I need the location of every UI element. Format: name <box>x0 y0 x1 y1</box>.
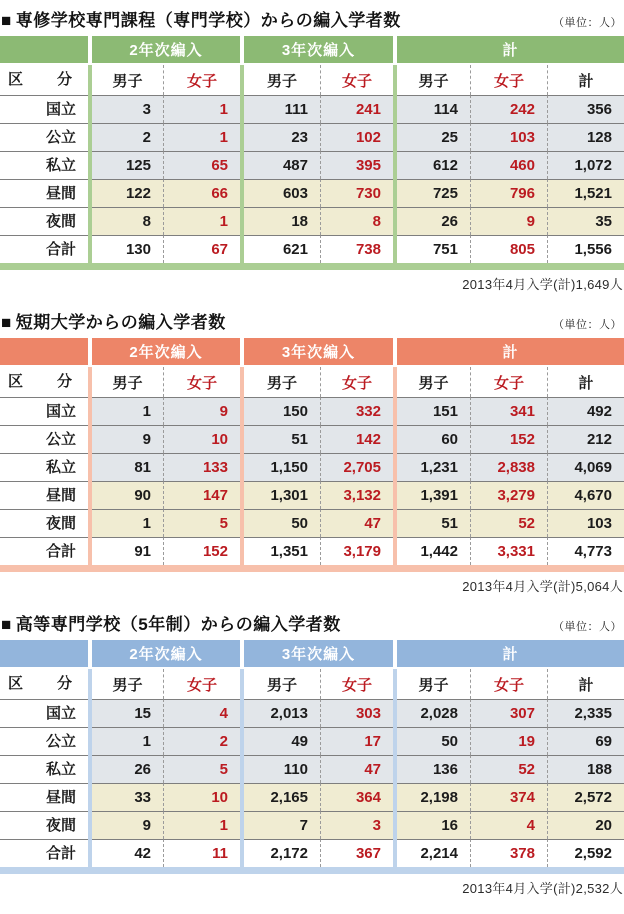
corner-header-cell <box>0 640 88 667</box>
table-row <box>0 151 624 179</box>
value-cell: 2,335 <box>547 699 624 727</box>
value-cell: 25 <box>397 123 470 151</box>
value-cell: 18 <box>244 207 320 235</box>
square-bullet-icon: ■ <box>1 615 12 634</box>
table-row <box>0 699 624 727</box>
table-row <box>0 811 624 839</box>
value-cell: 8 <box>92 207 163 235</box>
table-section <box>0 308 624 595</box>
value-cell: 2,705 <box>320 453 393 481</box>
value-cell: 50 <box>397 727 470 755</box>
value-cell: 1 <box>163 95 240 123</box>
square-bullet-icon: ■ <box>1 313 12 332</box>
value-cell: 125 <box>92 151 163 179</box>
value-cell: 2 <box>92 123 163 151</box>
value-cell: 4,069 <box>547 453 624 481</box>
table-title-text: 高等専門学校（5年制）からの編入学者数 <box>15 615 341 634</box>
value-cell: 52 <box>470 509 547 537</box>
value-cell: 2,028 <box>397 699 470 727</box>
value-cell: 242 <box>470 95 547 123</box>
value-cell: 51 <box>397 509 470 537</box>
row-label-cell: 国立 <box>0 397 88 425</box>
row-label-cell: 昼間 <box>0 783 88 811</box>
value-cell: 751 <box>397 235 470 263</box>
value-cell: 142 <box>320 425 393 453</box>
table-row <box>0 727 624 755</box>
value-cell: 130 <box>92 235 163 263</box>
value-cell: 3 <box>92 95 163 123</box>
female-header-cell: 女子 <box>163 367 240 397</box>
value-cell: 2,013 <box>244 699 320 727</box>
value-cell: 796 <box>470 179 547 207</box>
value-cell: 460 <box>470 151 547 179</box>
table-title <box>1 308 226 333</box>
table-footer-note: 2013年4月入学(計)1,649人 <box>462 277 623 292</box>
value-cell: 395 <box>320 151 393 179</box>
table-row <box>0 453 624 481</box>
total-header-cell: 計 <box>547 367 624 397</box>
female-header-cell: 女子 <box>470 65 547 95</box>
subheader-row <box>0 65 624 95</box>
group-header-cell: 2年次編入 <box>92 338 240 365</box>
table-title-row <box>0 6 624 36</box>
value-cell: 2,214 <box>397 839 470 867</box>
value-cell: 11 <box>163 839 240 867</box>
value-cell: 67 <box>163 235 240 263</box>
bottom-accent-bar <box>0 867 624 874</box>
value-cell: 367 <box>320 839 393 867</box>
group-header-cell: 計 <box>397 338 624 365</box>
value-cell: 212 <box>547 425 624 453</box>
value-cell: 4 <box>163 699 240 727</box>
value-cell: 51 <box>244 425 320 453</box>
group-header-cell: 計 <box>397 640 624 667</box>
row-label-cell: 合計 <box>0 839 88 867</box>
group-header-cell: 2年次編入 <box>92 36 240 63</box>
kubun-header-cell: 区分 <box>8 373 72 390</box>
value-cell: 133 <box>163 453 240 481</box>
table-title-row <box>0 610 624 640</box>
table-row <box>0 783 624 811</box>
value-cell: 7 <box>244 811 320 839</box>
value-cell: 52 <box>470 755 547 783</box>
row-label-cell: 夜間 <box>0 207 88 235</box>
value-cell: 128 <box>547 123 624 151</box>
value-cell: 1,301 <box>244 481 320 509</box>
table-row <box>0 481 624 509</box>
row-label-cell: 私立 <box>0 755 88 783</box>
value-cell: 122 <box>92 179 163 207</box>
table-row <box>0 397 624 425</box>
value-cell: 42 <box>92 839 163 867</box>
value-cell: 332 <box>320 397 393 425</box>
male-header-cell: 男子 <box>112 676 143 694</box>
value-cell: 9 <box>470 207 547 235</box>
male-header-cell: 男子 <box>418 676 449 694</box>
square-bullet-icon: ■ <box>1 11 12 30</box>
kubun-header-cell: 区分 <box>8 675 72 692</box>
value-cell: 111 <box>244 95 320 123</box>
row-label-cell: 国立 <box>0 699 88 727</box>
total-header-cell: 計 <box>547 669 624 699</box>
table-row <box>0 235 624 263</box>
value-cell: 152 <box>163 537 240 565</box>
unit-label: （単位：人） <box>553 621 622 633</box>
value-cell: 364 <box>320 783 393 811</box>
corner-header-cell <box>0 36 88 63</box>
male-header-cell: 男子 <box>266 676 297 694</box>
value-cell: 9 <box>92 811 163 839</box>
male-header-cell: 男子 <box>266 374 297 392</box>
table-row <box>0 179 624 207</box>
row-label-cell: 昼間 <box>0 179 88 207</box>
value-cell: 492 <box>547 397 624 425</box>
value-cell: 603 <box>244 179 320 207</box>
row-label-cell: 私立 <box>0 151 88 179</box>
value-cell: 612 <box>397 151 470 179</box>
table-row <box>0 839 624 867</box>
value-cell: 136 <box>397 755 470 783</box>
row-label-cell: 公立 <box>0 123 88 151</box>
value-cell: 90 <box>92 481 163 509</box>
value-cell: 3 <box>320 811 393 839</box>
value-cell: 4,773 <box>547 537 624 565</box>
row-label-cell: 国立 <box>0 95 88 123</box>
subheader-row <box>0 367 624 397</box>
value-cell: 110 <box>244 755 320 783</box>
female-header-cell: 女子 <box>320 669 393 699</box>
value-cell: 15 <box>92 699 163 727</box>
male-header-cell: 男子 <box>112 374 143 392</box>
value-cell: 1,442 <box>397 537 470 565</box>
value-cell: 730 <box>320 179 393 207</box>
male-header-cell: 男子 <box>418 374 449 392</box>
table-footer-note: 2013年4月入学(計)2,532人 <box>462 881 623 896</box>
value-cell: 9 <box>92 425 163 453</box>
row-label-cell: 私立 <box>0 453 88 481</box>
table-row <box>0 207 624 235</box>
total-header-cell: 計 <box>547 65 624 95</box>
value-cell: 1,556 <box>547 235 624 263</box>
value-cell: 3,132 <box>320 481 393 509</box>
value-cell: 2,165 <box>244 783 320 811</box>
value-cell: 738 <box>320 235 393 263</box>
value-cell: 621 <box>244 235 320 263</box>
value-cell: 91 <box>92 537 163 565</box>
value-cell: 374 <box>470 783 547 811</box>
value-cell: 5 <box>163 509 240 537</box>
row-label-cell: 夜間 <box>0 811 88 839</box>
row-label-cell: 合計 <box>0 235 88 263</box>
bottom-accent-bar <box>0 263 624 270</box>
value-cell: 307 <box>470 699 547 727</box>
table-section <box>0 6 624 293</box>
group-header-cell: 3年次編入 <box>244 36 393 63</box>
value-cell: 150 <box>244 397 320 425</box>
table-title <box>1 610 341 635</box>
male-header-cell: 男子 <box>266 72 297 90</box>
row-label-cell: 昼間 <box>0 481 88 509</box>
subheader-row <box>0 669 624 699</box>
value-cell: 10 <box>163 425 240 453</box>
value-cell: 725 <box>397 179 470 207</box>
table-title-text: 専修学校専門課程（専門学校）からの編入学者数 <box>15 11 401 30</box>
male-header-cell: 男子 <box>112 72 143 90</box>
value-cell: 1,231 <box>397 453 470 481</box>
table-title <box>1 6 401 31</box>
group-header-cell: 計 <box>397 36 624 63</box>
table-row <box>0 537 624 565</box>
value-cell: 19 <box>470 727 547 755</box>
unit-label: （単位：人） <box>553 319 622 331</box>
bottom-accent-bar <box>0 565 624 572</box>
value-cell: 103 <box>470 123 547 151</box>
value-cell: 60 <box>397 425 470 453</box>
table-row <box>0 95 624 123</box>
table-row <box>0 509 624 537</box>
unit-label: （単位：人） <box>553 17 622 29</box>
value-cell: 341 <box>470 397 547 425</box>
value-cell: 1,150 <box>244 453 320 481</box>
value-cell: 50 <box>244 509 320 537</box>
value-cell: 151 <box>397 397 470 425</box>
value-cell: 10 <box>163 783 240 811</box>
value-cell: 378 <box>470 839 547 867</box>
value-cell: 33 <box>92 783 163 811</box>
kubun-header-cell: 区分 <box>8 71 72 88</box>
value-cell: 303 <box>320 699 393 727</box>
value-cell: 241 <box>320 95 393 123</box>
value-cell: 2,592 <box>547 839 624 867</box>
group-header-cell: 2年次編入 <box>92 640 240 667</box>
female-header-cell: 女子 <box>470 669 547 699</box>
table-row <box>0 123 624 151</box>
value-cell: 1 <box>163 811 240 839</box>
value-cell: 1 <box>92 509 163 537</box>
corner-header-cell <box>0 338 88 365</box>
value-cell: 9 <box>163 397 240 425</box>
table-row <box>0 425 624 453</box>
row-label-cell: 公立 <box>0 425 88 453</box>
value-cell: 2,572 <box>547 783 624 811</box>
value-cell: 114 <box>397 95 470 123</box>
value-cell: 3,279 <box>470 481 547 509</box>
value-cell: 487 <box>244 151 320 179</box>
table-footer-note: 2013年4月入学(計)5,064人 <box>462 579 623 594</box>
group-header-row <box>0 36 624 63</box>
group-header-row <box>0 640 624 667</box>
row-label-cell: 公立 <box>0 727 88 755</box>
value-cell: 1 <box>163 207 240 235</box>
value-cell: 2 <box>163 727 240 755</box>
value-cell: 26 <box>397 207 470 235</box>
value-cell: 1 <box>163 123 240 151</box>
group-header-row <box>0 338 624 365</box>
female-header-cell: 女子 <box>163 669 240 699</box>
male-header-cell: 男子 <box>418 72 449 90</box>
group-header-cell: 3年次編入 <box>244 640 393 667</box>
value-cell: 8 <box>320 207 393 235</box>
table-title-row <box>0 308 624 338</box>
female-header-cell: 女子 <box>470 367 547 397</box>
group-header-cell: 3年次編入 <box>244 338 393 365</box>
value-cell: 49 <box>244 727 320 755</box>
value-cell: 4 <box>470 811 547 839</box>
value-cell: 152 <box>470 425 547 453</box>
value-cell: 1 <box>92 727 163 755</box>
value-cell: 1,072 <box>547 151 624 179</box>
female-header-cell: 女子 <box>320 367 393 397</box>
value-cell: 356 <box>547 95 624 123</box>
value-cell: 188 <box>547 755 624 783</box>
value-cell: 35 <box>547 207 624 235</box>
value-cell: 1 <box>92 397 163 425</box>
value-cell: 47 <box>320 755 393 783</box>
value-cell: 47 <box>320 509 393 537</box>
table-title-text: 短期大学からの編入学者数 <box>15 313 226 332</box>
value-cell: 103 <box>547 509 624 537</box>
value-cell: 66 <box>163 179 240 207</box>
value-cell: 147 <box>163 481 240 509</box>
row-label-cell: 合計 <box>0 537 88 565</box>
value-cell: 23 <box>244 123 320 151</box>
value-cell: 2,838 <box>470 453 547 481</box>
row-label-cell: 夜間 <box>0 509 88 537</box>
value-cell: 16 <box>397 811 470 839</box>
value-cell: 1,351 <box>244 537 320 565</box>
value-cell: 3,179 <box>320 537 393 565</box>
value-cell: 2,198 <box>397 783 470 811</box>
value-cell: 102 <box>320 123 393 151</box>
value-cell: 20 <box>547 811 624 839</box>
value-cell: 17 <box>320 727 393 755</box>
female-header-cell: 女子 <box>320 65 393 95</box>
value-cell: 2,172 <box>244 839 320 867</box>
value-cell: 805 <box>470 235 547 263</box>
value-cell: 5 <box>163 755 240 783</box>
value-cell: 1,391 <box>397 481 470 509</box>
value-cell: 4,670 <box>547 481 624 509</box>
value-cell: 3,331 <box>470 537 547 565</box>
value-cell: 1,521 <box>547 179 624 207</box>
female-header-cell: 女子 <box>163 65 240 95</box>
value-cell: 69 <box>547 727 624 755</box>
value-cell: 81 <box>92 453 163 481</box>
value-cell: 65 <box>163 151 240 179</box>
table-section <box>0 610 624 897</box>
value-cell: 26 <box>92 755 163 783</box>
table-row <box>0 755 624 783</box>
